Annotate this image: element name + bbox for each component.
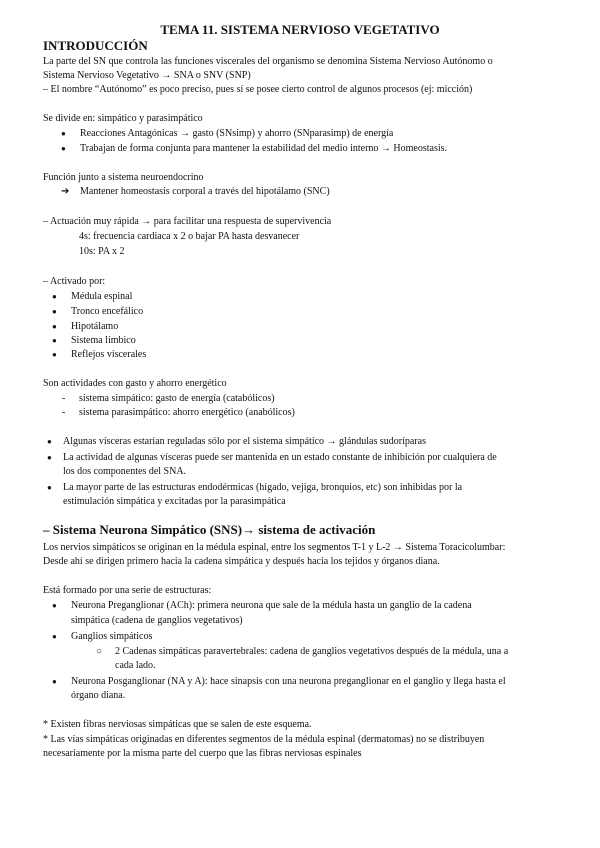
bullet-icon: ● (47, 453, 52, 462)
sns-heading: – Sistema Neurona Simpático (SNS)→ sistema de activación (43, 522, 376, 537)
funcion-item: Mantener homeostasis corporal a través del hipotálamo (SNC) (80, 186, 330, 197)
intro-heading: INTRODUCCIÓN (43, 38, 148, 53)
bullet-icon: ● (52, 307, 57, 316)
activado-item-3: Hipotálamo (71, 321, 119, 332)
funcion-heading: Función junto a sistema neuroendocrino (43, 172, 204, 183)
actuacion-sub-2: 10s: PA x 2 (79, 246, 125, 257)
gasto-item-1: sistema simpático: gasto de energía (catabólicos) (79, 393, 275, 404)
bullet-icon: ● (47, 483, 52, 492)
circle-bullet-icon: ○ (96, 646, 103, 657)
actuacion-line: – Actuación muy rápida → para facilitar una respuesta de supervivencia (43, 216, 332, 227)
divide-item-2: Trabajan de forma conjunta para mantener la estabilidad del medio interno → Homeostasis. (80, 143, 448, 154)
bullet-icon: ● (52, 601, 57, 610)
page-title: TEMA 11. SISTEMA NERVIOSO VEGETATIVO (160, 22, 440, 37)
bullet-icon: ● (52, 336, 57, 345)
activado-item-1: Médula espinal (71, 291, 133, 302)
bullet-icon: ● (61, 129, 66, 138)
cadenas-line-1: 2 Cadenas simpáticas paravertebrales: cadena de ganglios vegetativos después de la médula, una a (115, 646, 509, 657)
arrow-icon: ➔ (61, 186, 70, 197)
visceras-item-3-line-2: estimulación simpática y excitadas por la parasimpática (63, 496, 286, 507)
visceras-item-1: Algunas vísceras estarían reguladas sólo por el sistema simpático → glándulas sudoríparas (63, 436, 426, 447)
note-2-line-1: * Las vías simpáticas originadas en diferentes segmentos de la médula espinal (dermatomas) no se distribuyen (43, 734, 485, 745)
bullet-icon: ● (47, 437, 52, 446)
intro-paragraph-line-2: Sistema Nervioso Vegetativo → SNA o SNV (SNP) (43, 70, 251, 81)
activado-item-5: Reflejos viscerales (71, 349, 147, 360)
bullet-icon: ● (52, 322, 57, 331)
formado-heading: Está formado por una serie de estructuras: (43, 585, 212, 596)
gasto-heading: Son actividades con gasto y ahorro energético (43, 378, 227, 389)
bullet-icon: ● (52, 632, 57, 641)
sns-paragraph-line-1: Los nervios simpáticos se originan en la médula espinal, entre los segmentos T-1 y L-2 → Sistema Toracicolumbar: (43, 542, 506, 553)
posganglionar-line-1: Neurona Posganglionar (NA y A): hace sinapsis con una neurona preganglionar en el ganglio y llega hasta el (71, 676, 506, 687)
bullet-icon: ● (52, 292, 57, 301)
actuacion-sub-1: 4s: frecuencia cardiaca x 2 o bajar PA hasta desvanecer (79, 231, 300, 242)
activado-heading: – Activado por: (43, 276, 106, 287)
note-1: * Existen fibras nerviosas simpáticas que se salen de este esquema. (43, 719, 312, 730)
visceras-item-2-line-1: La actividad de algunas vísceras puede ser mantenida en un estado constante de inhibición por cualquiera de (63, 452, 497, 463)
preganglionar-line-1: Neurona Preganglionar (ACh): primera neurona que sale de la médula hasta un ganglio de la cadena (71, 600, 472, 611)
intro-paragraph-line-1: La parte del SN que controla las funciones viscerales del organismo se denomina Sistema Nervioso Autónomo o (43, 56, 493, 67)
divide-item-1: Reacciones Antagónicas → gasto (SNsimp) y ahorro (SNparasimp) de energía (80, 128, 394, 139)
sns-paragraph-line-2: Desde ahí se dirigen primero hacia la cadena simpática y después hacia los tejidos y órganos diana. (43, 556, 440, 567)
cadenas-line-2: cada lado. (115, 660, 156, 671)
posganglionar-line-2: órgano diana. (71, 690, 126, 701)
activado-item-2: Tronco encefálico (71, 306, 144, 317)
intro-paragraph-line-3: – El nombre “Autónomo” es poco preciso, pues sí se posee cierto control de algunos procesos (ej: micción) (43, 84, 473, 95)
divide-heading: Se divide en: simpático y parasimpático (43, 113, 203, 124)
dash-icon: - (62, 407, 66, 418)
bullet-icon: ● (61, 144, 66, 153)
visceras-item-2-line-2: los dos componentes del SNA. (63, 466, 187, 477)
ganglios-item: Ganglios simpáticos (71, 631, 153, 642)
bullet-icon: ● (52, 677, 57, 686)
dash-icon: - (62, 393, 66, 404)
activado-item-4: Sistema límbico (71, 335, 136, 346)
bullet-icon: ● (52, 350, 57, 359)
visceras-item-3-line-1: La mayor parte de las estructuras endodérmicas (hígado, vejiga, bronquios, etc) son inhibidas por la (63, 482, 463, 493)
note-2-line-2: necesariamente por la misma parte del cuerpo que las fibras nerviosas espinales (43, 748, 362, 759)
gasto-item-2: sistema parasimpático: ahorro energético (anabólicos) (79, 407, 295, 418)
preganglionar-line-2: simpática (cadena de ganglios vegetativos) (71, 615, 243, 626)
